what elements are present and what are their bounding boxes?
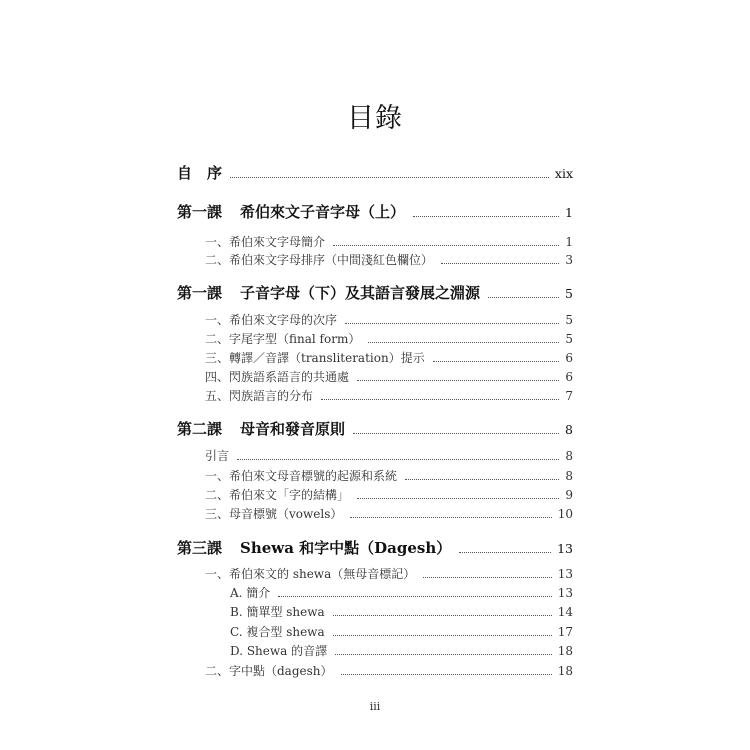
section-title: 三、母音標號（vowels） (205, 507, 343, 521)
dot-leader (423, 577, 551, 578)
dot-leader (333, 245, 559, 246)
toc-entry-preface[interactable] (177, 162, 573, 183)
dot-leader (488, 297, 559, 298)
toc-page-number: 10 (557, 507, 573, 521)
toc-section-entry[interactable] (205, 486, 573, 503)
dot-leader (230, 177, 549, 178)
dot-leader (350, 517, 551, 518)
subsection-title: A. 簡介 (230, 586, 271, 600)
dot-leader (405, 479, 559, 480)
dot-leader (321, 399, 559, 400)
toc-page-number: 6 (565, 370, 573, 384)
toc-page-number: 18 (557, 664, 573, 678)
toc-section-entry[interactable] (205, 251, 573, 268)
toc-subsection-entry[interactable] (230, 642, 573, 659)
toc-subsection-entry[interactable] (230, 603, 573, 620)
dot-leader (368, 342, 559, 343)
dot-leader (413, 216, 559, 217)
toc-chapter-entry[interactable] (177, 418, 573, 439)
toc-section-entry[interactable] (205, 662, 573, 679)
chapter-number: 第一課 (177, 284, 223, 302)
toc-section-entry[interactable] (205, 387, 573, 404)
toc-page-number: 3 (565, 253, 573, 267)
toc-page-number: 8 (565, 449, 573, 463)
chapter-title: 母音和發音原則 (240, 420, 346, 438)
toc-page-number: 18 (557, 644, 573, 658)
dot-leader (357, 498, 559, 499)
toc-section-entry[interactable] (205, 311, 573, 328)
dot-leader (433, 361, 560, 362)
section-title: 二、希伯來文「字的結構」 (205, 488, 350, 502)
section-title: 一、希伯來文母音標號的起源和系統 (205, 469, 398, 483)
section-title: 引言 (205, 449, 230, 463)
chapter-title: Shewa 和字中點（Dagesh） (240, 539, 452, 557)
toc-section-entry[interactable] (205, 467, 573, 484)
section-title: 二、字尾字型（final form） (205, 332, 361, 346)
section-title: 四、閃族語系語言的共通處 (205, 370, 350, 384)
toc-page-number: 9 (565, 488, 573, 502)
dot-leader (441, 263, 559, 264)
section-title: 一、希伯來文字母簡介 (205, 235, 326, 249)
toc-section-entry[interactable] (205, 330, 573, 347)
toc-page-number: 8 (565, 469, 573, 483)
toc-chapter-entry[interactable] (177, 537, 573, 558)
toc-page-number: 8 (565, 422, 573, 437)
toc-page-number: 7 (565, 389, 573, 403)
chapter-number: 第三課 (177, 539, 223, 557)
toc-page-number: 13 (557, 567, 573, 581)
toc-page-number: 1 (565, 235, 573, 249)
chapter-title: 子音字母（下）及其語言發展之淵源 (240, 284, 481, 302)
toc-page-number: 5 (565, 286, 573, 301)
toc-page-number: 14 (557, 605, 573, 619)
toc-section-entry[interactable] (205, 447, 573, 464)
dot-leader (459, 552, 551, 553)
toc-section-entry[interactable] (205, 565, 573, 582)
dot-leader (357, 380, 559, 381)
dot-leader (335, 654, 552, 655)
toc-page-number: 5 (565, 313, 573, 327)
toc-section-entry[interactable] (205, 368, 573, 385)
section-title: 二、希伯來文字母排序（中間淺紅色欄位） (205, 253, 434, 267)
toc-chapter-entry[interactable] (177, 282, 573, 303)
dot-leader (237, 459, 559, 460)
dot-leader (341, 674, 552, 675)
toc-section-entry[interactable] (205, 349, 573, 366)
dot-leader (333, 615, 552, 616)
dot-leader (333, 635, 552, 636)
chapter-title: 希伯來文子音字母（上） (240, 203, 406, 221)
toc-page-number: 17 (557, 625, 573, 639)
toc-subsection-entry[interactable] (230, 584, 573, 601)
toc-page-number: 13 (557, 586, 573, 600)
section-title: 二、字中點（dagesh） (205, 664, 333, 678)
dot-leader (353, 433, 559, 434)
dot-leader (345, 323, 559, 324)
toc-page-number: 6 (565, 351, 573, 365)
section-title: 一、希伯來文字母的次序 (205, 313, 338, 327)
toc-page-number: 13 (557, 541, 573, 556)
toc-section-entry[interactable] (205, 505, 573, 522)
subsection-title: C. 複合型 shewa (230, 625, 325, 639)
subsection-title: B. 簡單型 shewa (230, 605, 325, 619)
toc-chapter-entry[interactable] (177, 201, 573, 222)
toc-page-number: 1 (565, 205, 573, 220)
section-title: 一、希伯來文的 shewa（無母音標記） (205, 567, 416, 581)
page-folio: iii (369, 700, 381, 713)
toc-section-entry[interactable] (205, 233, 573, 250)
subsection-title: D. Shewa 的音譯 (230, 644, 328, 658)
section-title: 五、閃族語言的分布 (205, 389, 314, 403)
dot-leader (278, 596, 551, 597)
chapter-number: 第一課 (177, 203, 223, 221)
page-title: 目錄 (347, 103, 403, 134)
chapter-number: 第二課 (177, 420, 223, 438)
toc-page-number: xix (554, 166, 573, 181)
toc-page-number: 5 (565, 332, 573, 346)
toc-entry-label: 自 序 (177, 164, 223, 182)
section-title: 三、轉譯／音譯（transliteration）提示 (205, 351, 425, 365)
toc-subsection-entry[interactable] (230, 623, 573, 640)
